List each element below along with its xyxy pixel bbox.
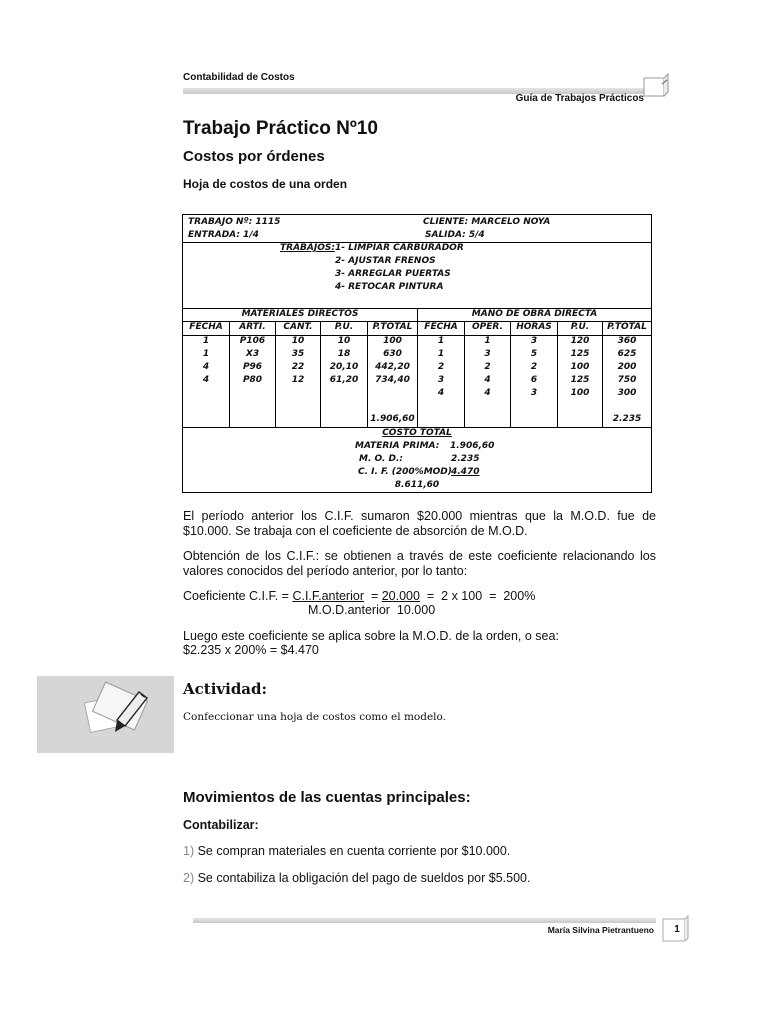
table-cell: 3 (437, 375, 445, 385)
table-cell: 35 (291, 349, 305, 359)
job-item: 2- AJUSTAR FRENOS (335, 256, 436, 266)
table-cell: 125 (570, 375, 590, 385)
table-cell: 1 (202, 336, 210, 346)
column-header: FECHA (424, 322, 458, 332)
table-cell: P106 (239, 336, 266, 346)
table-cell: 4 (202, 362, 210, 372)
page-subtitle: Costos por órdenes (183, 148, 325, 165)
list-item-text: Se compran materiales en cuenta corriente por $10.000. (194, 844, 511, 858)
list-item (183, 844, 510, 858)
table-cell: 22 (291, 362, 305, 372)
total-cost-label: COSTO TOTAL (382, 428, 452, 438)
table-cell: 734,40 (375, 375, 410, 385)
table-cell: 5 (530, 349, 538, 359)
table-cell: 3 (484, 349, 491, 359)
entry-date: ENTRADA: 1/4 (188, 230, 259, 240)
list-item-number: 2) (183, 871, 195, 885)
table-cell: 18 (337, 349, 351, 359)
column-header: P.U. (334, 322, 354, 332)
paragraph-apply-calc: $2.235 x 200% = $4.470 (183, 643, 319, 657)
table-cell: 100 (570, 388, 590, 398)
table-cell: 120 (570, 336, 590, 346)
table-cell: 442,20 (375, 362, 410, 372)
table-cell: 2 (484, 362, 491, 372)
table-cell: 3 (530, 336, 538, 346)
activity-title: Actividad: (183, 680, 268, 698)
table-cell: 2 (530, 362, 538, 372)
formula-denominator: M.O.D.anterior 10.000 (308, 603, 436, 617)
table-cell: 10 (291, 336, 305, 346)
table-cell: 4 (437, 388, 445, 398)
column-header: OPER. (472, 322, 503, 332)
movements-heading: Movimientos de las cuentas principales: (183, 789, 471, 806)
table-cell: 4 (202, 375, 210, 385)
materials-title: MATERIALES DIRECTOS (241, 309, 359, 319)
summary-value: 4.470 (451, 467, 480, 477)
labor-title: MANO DE OBRA DIRECTA (471, 309, 598, 319)
table-cell: 100 (383, 336, 402, 346)
paragraph-obtention: Obtención de los C.I.F.: se obtienen a través de este coeficiente relacionando los valores conocidos del período anterior, por lo tanto: (183, 549, 656, 578)
formula-equals: = (364, 589, 382, 603)
table-cell: 3 (530, 388, 538, 398)
table-cell: X3 (245, 349, 260, 359)
footer-author: María Silvina Pietrantueno (547, 925, 654, 935)
table-cell: 630 (383, 349, 402, 359)
paragraph-period: El período anterior los C.I.F. sumaron $20.000 mientras que la M.O.D. fue de $10.000. Se trabaja con el coeficiente de absorción de M.O.D. (183, 509, 656, 538)
table-cell: 300 (617, 388, 637, 398)
table-cell: 2 (437, 362, 445, 372)
column-header: P.U. (570, 322, 590, 332)
table-cell: 4 (484, 388, 491, 398)
activity-banner (37, 676, 174, 753)
table-cell: 1 (202, 349, 210, 359)
formula-numerator-label: C.I.F.anterior (292, 589, 364, 603)
job-number: TRABAJO Nº: 1115 (188, 217, 281, 227)
column-header: FECHA (189, 322, 223, 332)
table-cell: 61,20 (329, 375, 359, 385)
job-item: 4- RETOCAR PINTURA (335, 282, 444, 292)
table-cell: P80 (242, 375, 263, 385)
formula-line (183, 589, 535, 603)
formula-result: = 2 x 100 = 200% (419, 589, 536, 603)
section-heading: Hoja de costos de una orden (183, 177, 348, 191)
table-cell: 10 (337, 336, 351, 346)
table-cell: 625 (617, 349, 637, 359)
header-course: Contabilidad de Costos (183, 72, 295, 83)
formula-numerator-value: 20.000 (381, 589, 420, 603)
client-name: CLIENTE: MARCELO NOYA (423, 217, 551, 227)
activity-text: Confeccionar una hoja de costos como el modelo. (183, 711, 447, 723)
formula-prefix: Coeficiente C.I.F. = (183, 589, 293, 603)
header-guide: Guía de Trabajos Prácticos (515, 93, 644, 104)
list-item-text: Se contabiliza la obligación del pago de sueldos por $5.500. (194, 871, 531, 885)
grand-total: 8.611,60 (394, 480, 440, 490)
job-item: 3- ARREGLAR PUERTAS (335, 269, 451, 279)
table-cell: 360 (617, 336, 637, 346)
summary-label: C. I. F. (200%MOD) (358, 467, 452, 477)
table-cell: 200 (617, 362, 637, 372)
table-cell: 125 (570, 349, 590, 359)
column-header: P.TOTAL (372, 322, 413, 332)
summary-label: M. O. D.: (359, 454, 404, 464)
table-cell: 1 (437, 336, 445, 346)
paragraph-apply: Luego este coeficiente se aplica sobre la M.O.D. de la orden, o sea: (183, 629, 559, 643)
column-header: ARTI. (239, 322, 266, 332)
page-number: 1 (674, 924, 680, 935)
table-cell: 4 (484, 375, 491, 385)
contabilizar-label: Contabilizar: (183, 818, 259, 832)
column-header: CANT. (283, 322, 313, 332)
list-item (183, 871, 530, 885)
column-header: HORAS (516, 322, 552, 332)
table-cell: 20,10 (329, 362, 359, 372)
cost-sheet-table (182, 214, 652, 493)
table-cell: 6 (530, 375, 538, 385)
table-cell: 1 (484, 336, 491, 346)
exit-date: SALIDA: 5/4 (425, 230, 485, 240)
page-corner-icon (640, 72, 670, 100)
page-title: Trabajo Práctico Nº10 (183, 118, 378, 139)
table-cell: 1 (437, 349, 445, 359)
pencil-paper-icon (77, 678, 159, 750)
table-cell: 750 (617, 375, 637, 385)
summary-value: 2.235 (451, 454, 480, 464)
footer-rule (193, 918, 656, 923)
labor-total: 2.235 (612, 414, 642, 424)
table-cell: 100 (570, 362, 590, 372)
column-header: P.TOTAL (607, 322, 647, 332)
jobs-label: TRABAJOS: (280, 243, 335, 253)
table-cell: 12 (291, 375, 305, 385)
materials-total: 1.906,60 (370, 414, 415, 424)
table-cell: P96 (242, 362, 263, 372)
job-item: 1- LIMPIAR CARBURADOR (335, 243, 464, 253)
summary-label: MATERIA PRIMA: (355, 441, 440, 451)
list-item-number: 1) (183, 844, 195, 858)
summary-value: 1.906,60 (450, 441, 495, 451)
